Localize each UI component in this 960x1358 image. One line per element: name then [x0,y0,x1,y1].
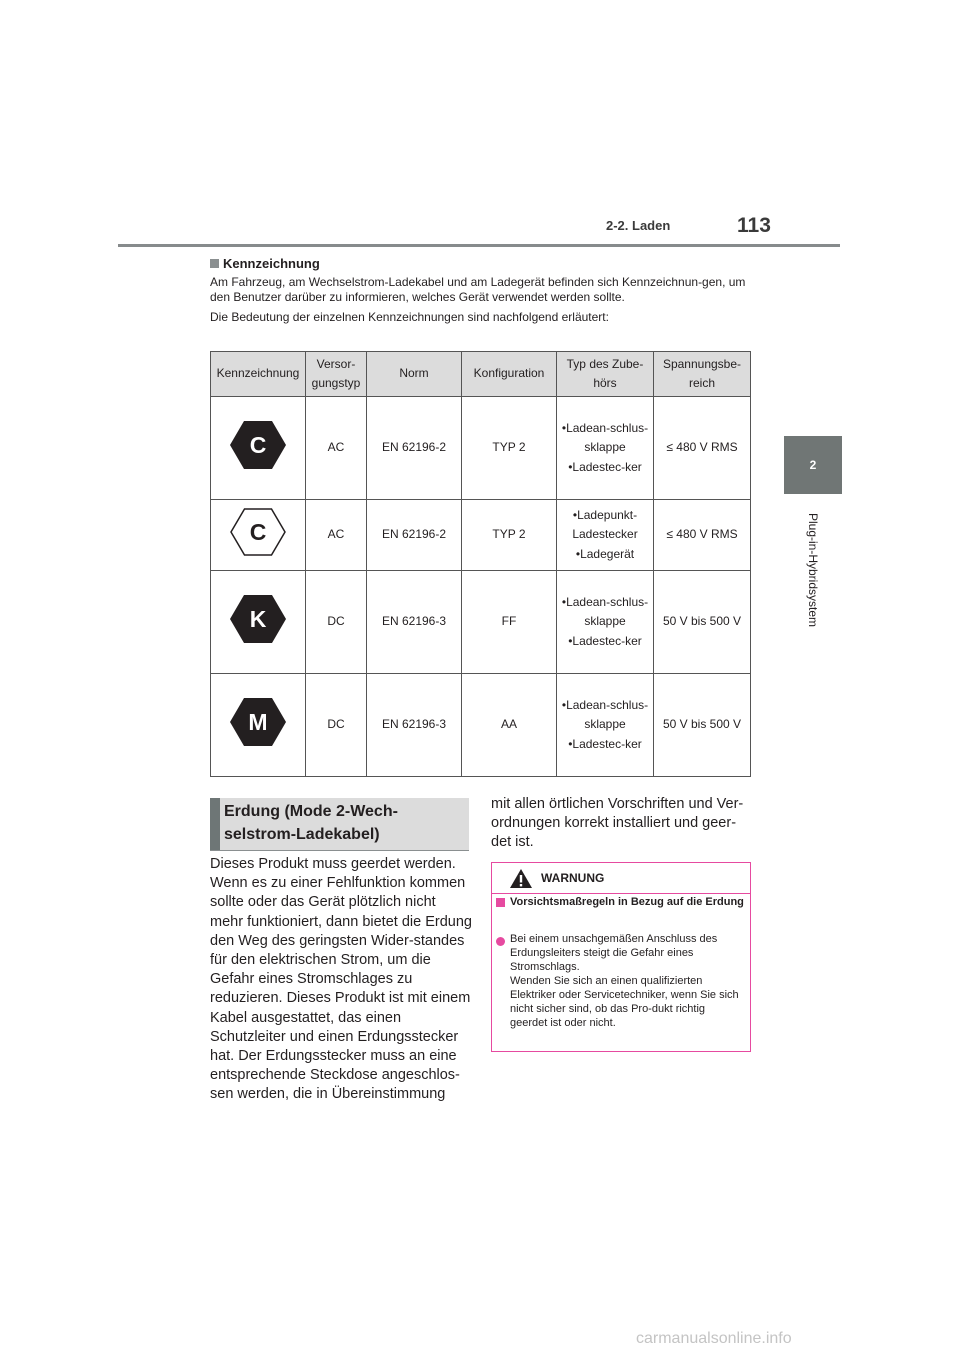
hexagon-m-filled-icon [228,696,288,748]
watermark: carmanualsonline.info [636,1330,792,1347]
chapter-label: Plug-in-Hybridsystem [806,512,820,628]
accessory-item: • Ladestec-ker [559,735,651,755]
warning-header [492,863,750,894]
accessory-item: • Ladestec-ker [559,458,651,478]
configuration-cell: TYP 2 [462,397,557,500]
table-header-row [211,352,751,397]
body-text-column-1: Dieses Produkt muss geerdet werden. Wenn es zu einer Fehlfunktion kommen sollte oder das Gerät plötzlich nicht mehr funktioniert, dann bietet die Erdung den Weg des geringsten Wider-standes für den elektrischen Strom, um die Gefahr eines Stromschlages zu reduzieren. Dieses Produkt ist mit einem Kabel ausgestattet, das einen Schutzleiter und einen Erdungsstecker hat. Der Erdungsstecker muss an eine entsprechende Steckdose angeschlos-sen werden, die in Übereinstimmung [210,856,472,1103]
hexagon-k-filled-icon [228,593,288,645]
warning-subtitle: Vorsichtsmaßregeln in Bezug auf die Erdung [510,896,744,908]
header-rule [118,244,840,247]
warning-text: Bei einem unsachgemäßen Anschluss des Erdungsleiters steigt die Gefahr eines Stromschlags. Wenden Sie sich an einen qualifizierten Elektriker oder Servicetechniker, wenn Sie sich nicht sicher sind, ob das Pro-dukt richtig geerdet ist oder nicht. [510,933,739,1029]
norm-cell: EN 62196-2 [367,500,462,571]
marking-table [210,351,751,777]
subsection-title: Kennzeichnung [210,256,320,271]
warning-box [491,862,751,1052]
accessory-cell [557,571,654,674]
body-text-column-2: mit allen örtlichen Vorschriften und Ver-ordnungen korrekt installiert und geer-det ist. [491,796,744,851]
norm-cell: EN 62196-2 [367,397,462,500]
square-bullet-icon [210,259,219,268]
accessory-item: • Ladean-schlus-sklappe [559,696,651,735]
round-bullet-icon [496,937,505,946]
accessory-item: • Ladestec-ker [559,632,651,652]
column-header: Spannungsbe-reich [654,352,751,397]
svg-text:K: K [249,605,267,632]
supply-type-cell: DC [306,571,367,674]
accessory-item: • Ladegerät [559,545,651,565]
section-header: 2-2. Laden [606,218,671,233]
column-header: Typ des Zube-hörs [557,352,654,397]
configuration-cell: TYP 2 [462,500,557,571]
square-bullet-icon [496,898,505,907]
chapter-number: 2 [809,458,817,472]
voltage-cell: 50 V bis 500 V [654,674,751,777]
section-title: Erdung (Mode 2-Wech-selstrom-Ladekabel) [224,803,398,843]
accessory-item: • Ladean-schlus-sklappe [559,593,651,632]
voltage-cell: 50 V bis 500 V [654,571,751,674]
marking-cell [211,571,306,674]
svg-text:C: C [249,431,267,458]
intro-text-2: Die Bedeutung der einzelnen Kennzeichnungen sind nachfolgend erläutert: [210,310,609,324]
column-header: Kennzeichnung [211,352,306,397]
hexagon-c-outline-icon [228,506,288,558]
norm-cell: EN 62196-3 [367,571,462,674]
section-heading-bar [210,798,220,850]
accessory-cell [557,674,654,777]
column-header: Versor-gungstyp [306,352,367,397]
configuration-cell: FF [462,571,557,674]
supply-type-cell: AC [306,397,367,500]
warning-label: WARNUNG [541,871,605,885]
table-row [211,571,751,674]
accessory-item: • Ladean-schlus-sklappe [559,419,651,458]
accessory-cell [557,397,654,500]
hexagon-c-filled-icon [228,419,288,471]
configuration-cell: AA [462,674,557,777]
table-row [211,500,751,571]
marking-cell [211,500,306,571]
column-header: Konfiguration [462,352,557,397]
page-number: 113 [737,214,771,237]
accessory-cell [557,500,654,571]
voltage-cell: ≤ 480 V RMS [654,397,751,500]
warning-triangle-icon [509,868,533,889]
norm-cell: EN 62196-3 [367,674,462,777]
marking-cell [211,674,306,777]
accessory-item: • Ladepunkt-Ladestecker [559,506,651,545]
svg-text:C: C [249,518,267,545]
table-row [211,674,751,777]
column-header: Norm [367,352,462,397]
supply-type-cell: AC [306,500,367,571]
table-row [211,397,751,500]
marking-cell [211,397,306,500]
intro-text: Am Fahrzeug, am Wechselstrom-Ladekabel und am Ladegerät befinden sich Kennzeichnun-gen, um den Benutzer darüber zu informieren, welches Gerät verwendet werden sollte. [210,275,746,304]
supply-type-cell: DC [306,674,367,777]
voltage-cell: ≤ 480 V RMS [654,500,751,571]
svg-text:M: M [248,708,268,735]
section-heading-box [210,798,469,851]
